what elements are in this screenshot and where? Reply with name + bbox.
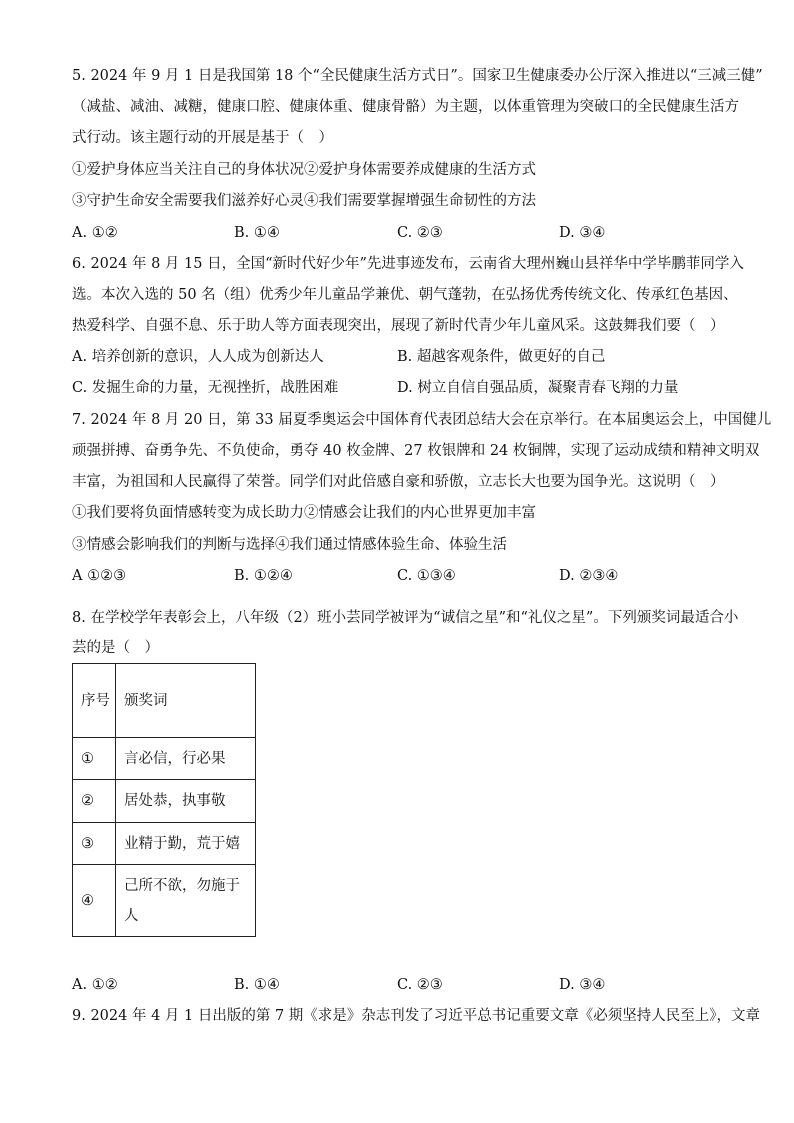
table-cell-citation: 居处恭，执事敬 (116, 780, 256, 823)
q8-option-b: B. ①④ (234, 977, 280, 993)
q5-line-2: （减盐、减油、减糖，健康口腔、健康体重、健康骨骼）为主题，以体重管理为突破口的全民健康生活方 (72, 99, 739, 115)
q7-option-d: D. ②③④ (559, 568, 619, 584)
q8-line-2: 芸的是（ ） (72, 640, 159, 656)
q9-line-1: 9. 2024 年 4 月 1 日出版的第 7 期《求是》杂志刊发了习近平总书记重要文章《必须坚持人民至上》，文章 (72, 1008, 761, 1024)
q5-statement-1: ①爱护身体应当关注自己的身体状况②爱护身体需要养成健康的生活方式 (72, 162, 536, 178)
q8-line-1: 8. 在学校学年表彰会上，八年级（2）班小芸同学被评为“诚信之星”和“礼仪之星”。下列颁奖词最适合小 (72, 610, 739, 626)
q7-line-3: 丰富，为祖国和人民赢得了荣誉。同学们对此倍感自豪和骄傲，立志长大也要为国争光。这说明（ ） (72, 474, 725, 490)
q7-option-c: C. ①③④ (397, 568, 456, 584)
q8-option-c: C. ②③ (397, 977, 443, 993)
q6-line-1: 6. 2024 年 8 月 15 日，全国“新时代好少年”先进事迹发布，云南省大理州巍山县祥华中学毕鹏菲同学入 (72, 256, 744, 272)
table-header-citation: 颁奖词 (116, 664, 256, 738)
table-cell-citation: 己所不欲，勿施于人 (116, 865, 256, 937)
q6-option-c: C. 发掘生命的力量，无视挫折，战胜困难 (72, 380, 339, 396)
award-table (72, 663, 256, 937)
table-row (73, 738, 256, 780)
table-cell-index: ① (73, 738, 116, 780)
table-cell-index: ③ (73, 823, 116, 865)
table-row (73, 780, 256, 823)
q6-line-2: 选。本次入选的 50 名（组）优秀少年儿童品学兼优、朝气蓬勃，在弘扬优秀传统文化、传承红色基因、 (72, 287, 738, 303)
table-header-index: 序号 (73, 664, 116, 738)
q5-option-c: C. ②③ (397, 225, 443, 241)
q5-line-1: 5. 2024 年 9 月 1 日是我国第 18 个“全民健康生活方式日”。国家卫生健康委办公厅深入推进以“三减三健” (72, 68, 763, 84)
table-cell-citation: 业精于勤，荒于嬉 (116, 823, 256, 865)
q6-option-b: B. 超越客观条件，做更好的自己 (397, 349, 606, 365)
q8-option-d: D. ③④ (559, 977, 606, 993)
q7-option-b: B. ①②④ (234, 568, 293, 584)
q7-statement-1: ①我们要将负面情感转变为成长助力②情感会让我们的内心世界更加丰富 (72, 505, 536, 521)
q5-option-a: A. ①② (72, 225, 118, 241)
q7-line-1: 7. 2024 年 8 月 20 日，第 33 届夏季奥运会中国体育代表团总结大会在京举行。在本届奥运会上，中国健儿 (72, 412, 772, 428)
q5-statement-2: ③守护生命安全需要我们滋养好心灵④我们需要掌握增强生命韧性的方法 (72, 193, 536, 209)
table-cell-index: ② (73, 780, 116, 823)
q6-option-d: D. 树立自信自强品质，凝聚青春飞翔的力量 (397, 380, 679, 396)
table-row (73, 823, 256, 865)
q5-line-3: 式行动。该主题行动的开展是基于（ ） (72, 130, 333, 146)
table-row (73, 865, 256, 937)
q7-statement-2: ③情感会影响我们的判断与选择④我们通过情感体验生命、体验生活 (72, 537, 507, 553)
table-cell-citation: 言必信，行必果 (116, 738, 256, 780)
table-cell-index: ④ (73, 865, 116, 937)
q7-line-2: 顽强拼搏、奋勇争先、不负使命，勇夺 40 枚金牌、27 枚银牌和 24 枚铜牌，实现了运动成绩和精神文明双 (72, 443, 760, 459)
q5-option-d: D. ③④ (559, 225, 606, 241)
q7-option-a: A ①②③ (72, 568, 127, 584)
q8-option-a: A. ①② (72, 977, 118, 993)
q6-option-a: A. 培养创新的意识，人人成为创新达人 (72, 349, 324, 365)
q6-line-3: 热爱科学、自强不息、乐于助人等方面表现突出，展现了新时代青少年儿童风采。这鼓舞我们要（ ） (72, 318, 725, 334)
q5-option-b: B. ①④ (234, 225, 280, 241)
table-header-row (73, 664, 256, 738)
